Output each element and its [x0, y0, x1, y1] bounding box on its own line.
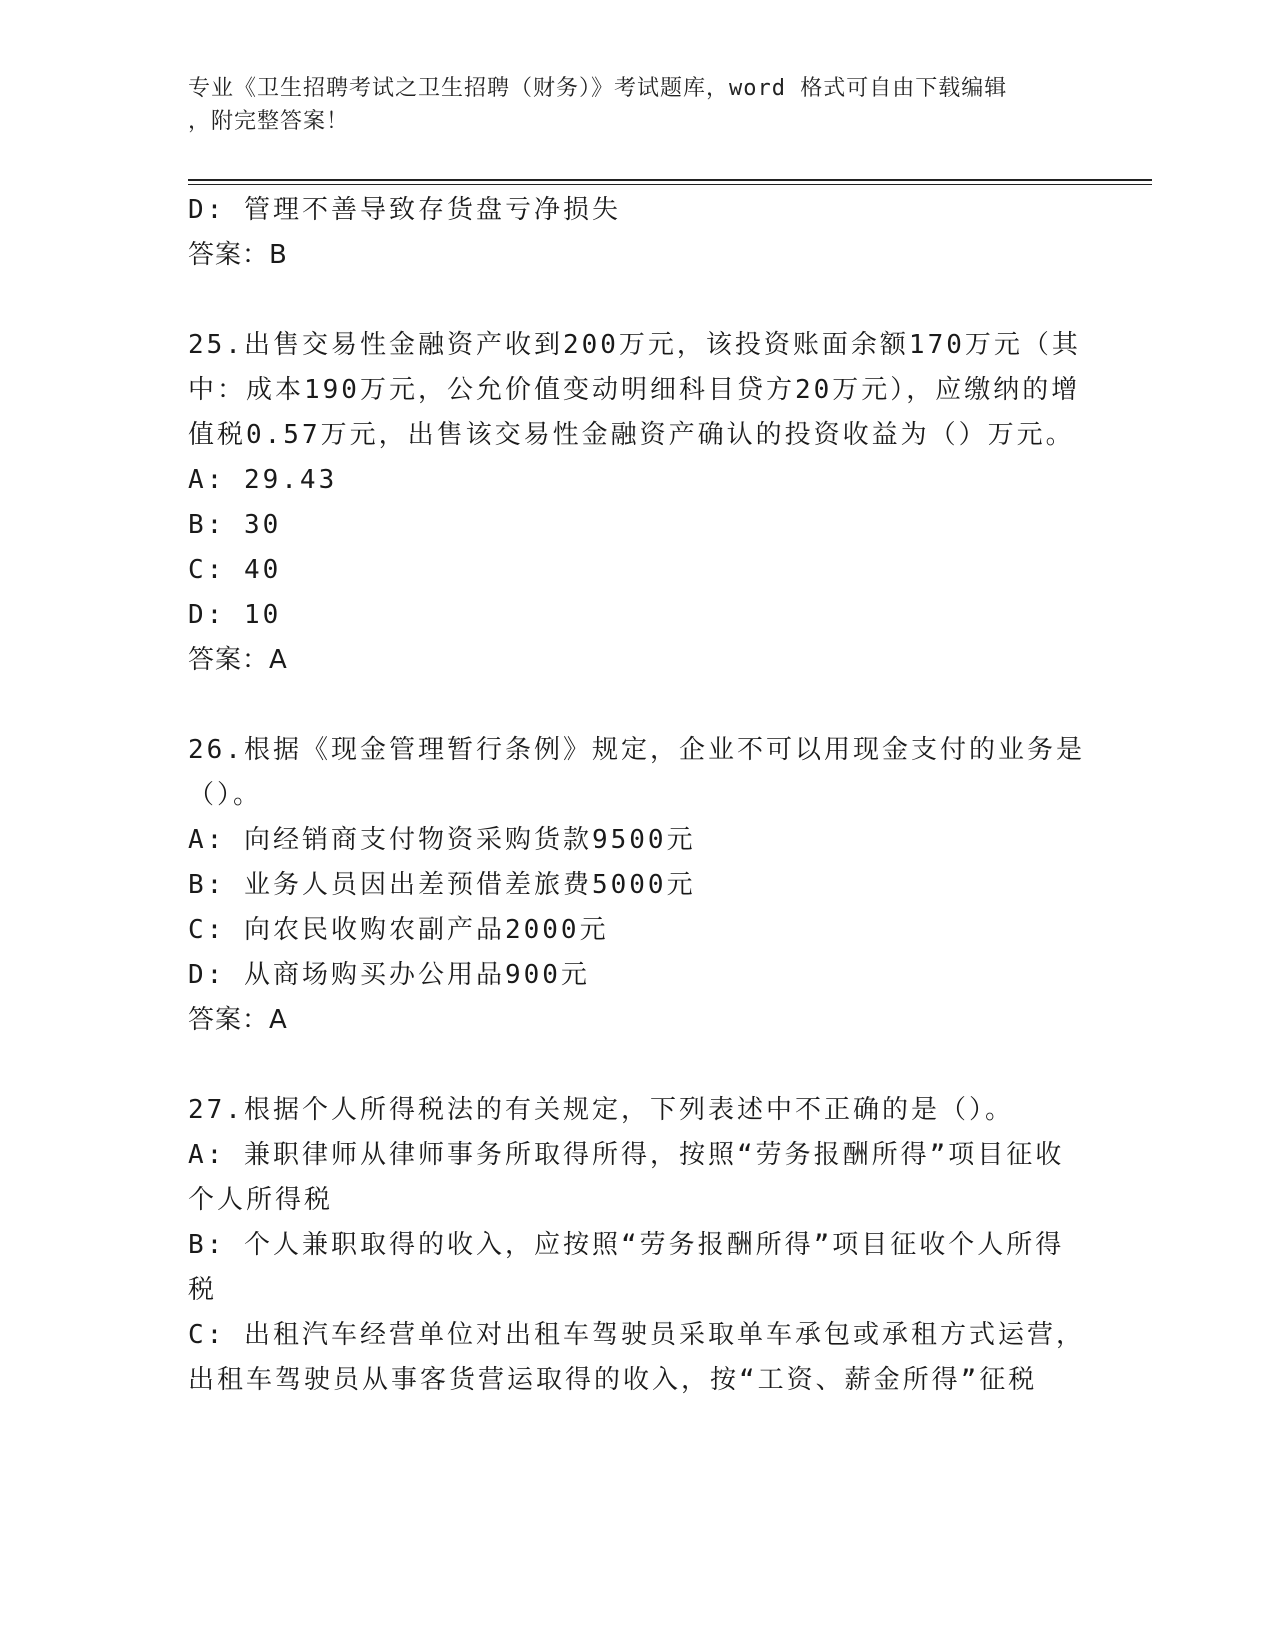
- question-25: [188, 323, 1088, 683]
- spacer: [188, 278, 1088, 323]
- question-stem: 25.出售交易性金融资产收到200万元，该投资账面余额170万元（其中：成本190万元，公允价值变动明细科目贷方20万元），应缴纳的增值税0.57万元，出售该交易性金融资产确认的投资收益为（）万元。: [188, 330, 1081, 450]
- document-header: [188, 72, 1088, 138]
- header-divider-thin: [188, 184, 1152, 185]
- question-stem: 26.根据《现金管理暂行条例》规定，企业不可以用现金支付的业务是（）。: [188, 735, 1085, 810]
- question-24-tail: [188, 188, 1088, 278]
- option-b: B: 个人兼职取得的收入，应按照“劳务报酬所得”项目征收个人所得税: [188, 1230, 1065, 1305]
- question-content: [188, 188, 1088, 1403]
- answer-label: 答案：B: [188, 240, 288, 270]
- option-d: D: 10: [188, 600, 282, 630]
- option-d: D: 管理不善导致存货盘亏净损失: [188, 195, 621, 225]
- header-line-2: ，附完整答案！: [188, 109, 350, 134]
- option-b: B: 30: [188, 510, 282, 540]
- option-a: A: 29.43: [188, 465, 338, 495]
- spacer: [188, 1043, 1088, 1088]
- question-27: [188, 1088, 1088, 1403]
- answer-label: 答案：A: [188, 1005, 288, 1035]
- question-26: [188, 728, 1088, 1043]
- option-c: C: 出租汽车经营单位对出租车驾驶员采取单车承包或承租方式运营，出租车驾驶员从事客货营运取得的收入，按“工资、薪金所得”征税: [188, 1320, 1085, 1395]
- spacer: [188, 683, 1088, 728]
- option-d: D: 从商场购买办公用品900元: [188, 960, 590, 990]
- option-c: C: 40: [188, 555, 282, 585]
- option-a: A: 兼职律师从律师事务所取得所得，按照“劳务报酬所得”项目征收个人所得税: [188, 1140, 1065, 1215]
- header-line-1: 专业《卫生招聘考试之卫生招聘（财务）》考试题库，word 格式可自由下载编辑: [188, 76, 1008, 101]
- option-c: C: 向农民收购农副产品2000元: [188, 915, 609, 945]
- header-divider-thick: [188, 179, 1152, 181]
- option-b: B: 业务人员因出差预借差旅费5000元: [188, 870, 696, 900]
- option-a: A: 向经销商支付物资采购货款9500元: [188, 825, 696, 855]
- answer-label: 答案：A: [188, 645, 288, 675]
- question-stem: 27.根据个人所得税法的有关规定，下列表述中不正确的是（）。: [188, 1095, 1014, 1125]
